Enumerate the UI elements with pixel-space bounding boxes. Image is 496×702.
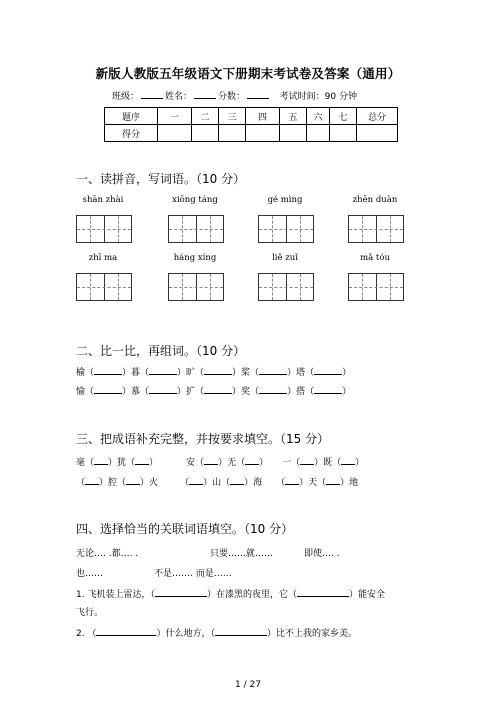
question-2: 2. （ ）什么地方，（ ）比不上我的家乡美。 <box>76 626 357 639</box>
score-header-cell: 一 <box>158 108 192 125</box>
score-header-cell: 六 <box>307 108 330 125</box>
score-header-cell: 三 <box>219 108 246 125</box>
time-label: 考试时间：90 分钟 <box>279 92 357 102</box>
writing-grid[interactable] <box>76 215 132 243</box>
option-text: 不是……. 而是…… <box>154 569 232 579</box>
pinyin-label: liě zuǐ <box>272 253 298 263</box>
pinyin-label: háng xíng <box>173 253 217 263</box>
score-cell <box>192 125 219 142</box>
score-table-header-row <box>105 108 398 125</box>
score-table-score-row <box>105 125 398 142</box>
page-number: 1 / 27 <box>235 680 261 690</box>
name-label: 姓名： <box>165 92 193 102</box>
score-cell <box>307 125 330 142</box>
score-cell <box>158 125 192 142</box>
score-row-label: 得分 <box>105 125 158 142</box>
writing-grid[interactable] <box>258 215 314 243</box>
pinyin-label: mǎ tóu <box>360 253 390 263</box>
pinyin-label: shān zhài <box>82 195 124 205</box>
question-1: 1. 飞机装上雷达，（ ）在漆黑的夜里，它（ ）能安全 <box>76 587 385 600</box>
score-label: 分数： <box>218 92 246 102</box>
pinyin-label: zhī ma <box>88 253 118 263</box>
score-header-cell: 五 <box>280 108 307 125</box>
option-text: 即使…. . <box>304 549 340 559</box>
page-title: 新版人教版五年级语文下册期末考试卷及答案（通用） <box>95 66 401 81</box>
score-cell <box>357 125 398 142</box>
option-text: 只要……就…… <box>210 549 274 559</box>
writing-grid[interactable] <box>348 273 404 301</box>
pinyin-label: zhēn duàn <box>352 195 398 205</box>
score-header-cell: 四 <box>246 108 280 125</box>
section-3-heading: 三、把成语补充完整，并按要求填空。（15 分） <box>76 432 330 446</box>
idiom-row-1: 毫（ ）犹（ ） 安（ ）无（ ） 一（ ）既（ ） <box>76 455 364 468</box>
score-blank <box>247 90 269 99</box>
score-header-cell: 二 <box>192 108 219 125</box>
score-header-cell: 题序 <box>105 108 158 125</box>
pinyin-label: xiōng táng <box>172 195 218 205</box>
score-cell <box>280 125 307 142</box>
name-blank <box>194 90 216 99</box>
writing-grid[interactable] <box>76 273 132 301</box>
class-blank <box>141 90 163 99</box>
writing-grid[interactable] <box>168 273 224 301</box>
writing-grid[interactable] <box>258 273 314 301</box>
writing-grid[interactable] <box>348 215 404 243</box>
class-label: 班级： <box>112 92 140 102</box>
section-4-heading: 四、选择恰当的关联词语填空。（10 分） <box>76 522 294 536</box>
score-header-cell: 七 <box>330 108 357 125</box>
question-1-continued: 飞行。 <box>76 608 104 618</box>
option-text: 无论…. .都…. . <box>76 549 139 559</box>
section-2-heading: 二、比一比，再组词。（10 分） <box>76 344 246 358</box>
section-1-heading: 一、读拼音，写词语。（10 分） <box>76 172 246 186</box>
score-cell <box>219 125 246 142</box>
score-table <box>104 107 398 142</box>
score-header-cell: 总分 <box>357 108 398 125</box>
student-info-line <box>112 89 357 102</box>
compare-row-2: 愉（ ）慕（ ）扩（ ）奖（ ）搭（ ） <box>76 384 351 397</box>
score-cell <box>246 125 280 142</box>
option-text: 也…… <box>76 569 104 579</box>
pinyin-label: gé mìng <box>267 195 303 205</box>
idiom-row-2: （ ）腔（ ）火 （ ）山（ ）海 （ ）天（ ）地 <box>76 475 358 488</box>
score-cell <box>330 125 357 142</box>
compare-row-1: 榆（ ）暮（ ）旷（ ）桨（ ）塔（ ） <box>76 365 351 378</box>
writing-grid[interactable] <box>168 215 224 243</box>
